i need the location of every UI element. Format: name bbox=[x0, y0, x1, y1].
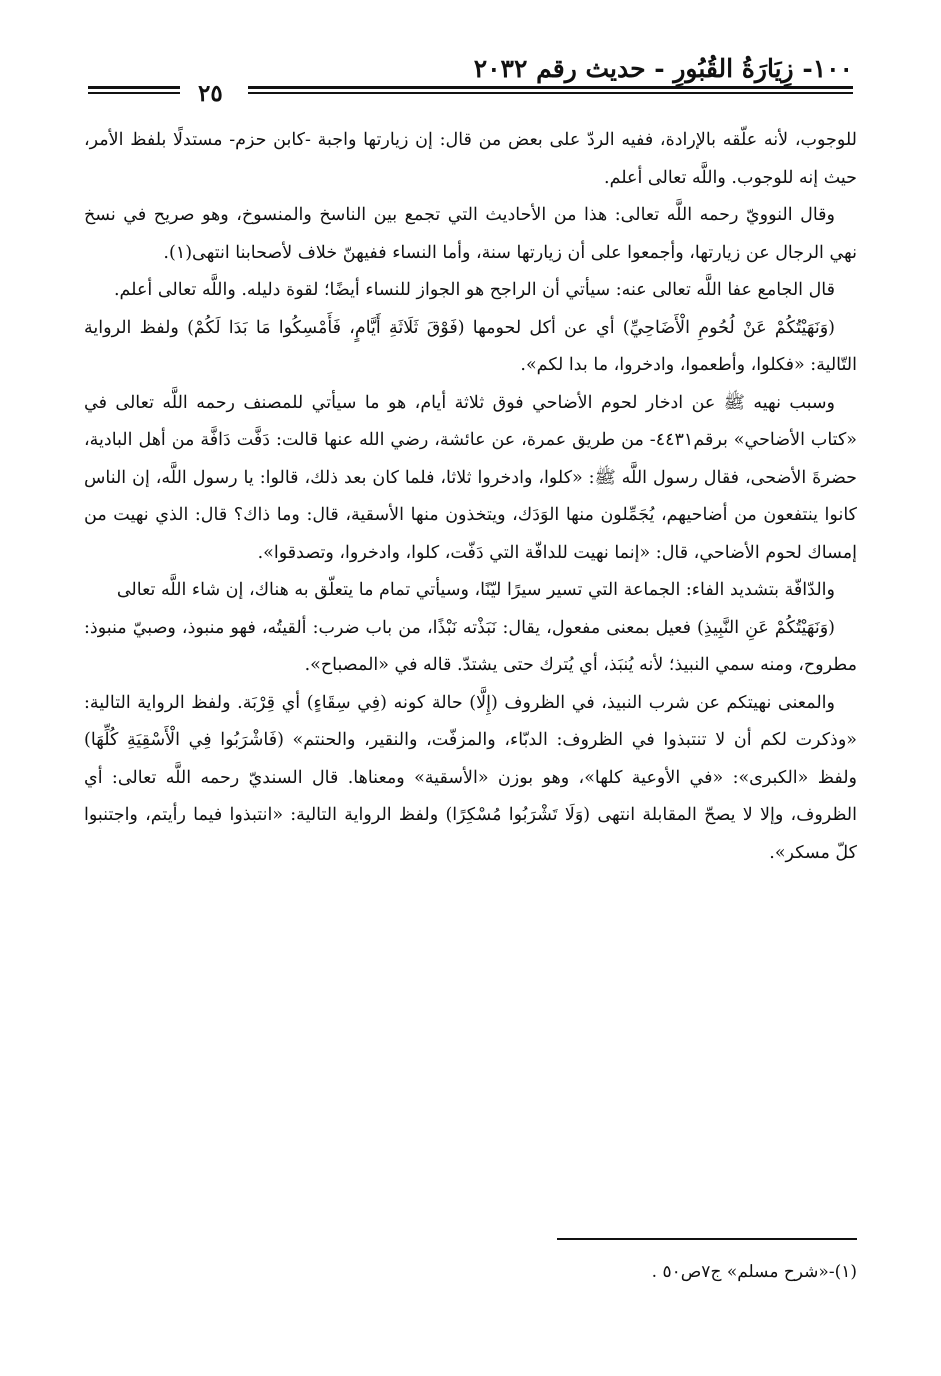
page-number: ٢٥ bbox=[198, 80, 223, 107]
running-title: ١٠٠- زِيَارَةُ القُبُورِ - حديث رقم ٢٠٣٢ bbox=[473, 54, 853, 83]
header-rule bbox=[248, 86, 853, 89]
header-rule bbox=[88, 86, 180, 89]
paragraph: والدّافّة بتشديد الفاء: الجماعة التي تسير سيرًا ليّنًا، وسيأتي تمام ما يتعلّق به هناك، إن شاء اللَّه تعالى bbox=[116, 580, 835, 600]
header-rule bbox=[88, 92, 180, 94]
body-text bbox=[84, 122, 857, 872]
footnote: (١)-«شرح مسلم» ج٧ص٥٠ . bbox=[651, 1262, 857, 1282]
paragraph: للوجوب، لأنه علّقه بالإرادة، ففيه الردّ على بعض من قال: إن زيارتها واجبة -كابن حزم- مستدلًا بلفظ الأمر، حيث إنه للوجوب. واللَّه تعالى أعلم. bbox=[84, 130, 857, 188]
page-header bbox=[88, 52, 853, 108]
paragraph: (وَنَهَيْتُكُمْ عَنِ النَّبِيذِ) فعيل بمعنى مفعول، يقال: نَبَذْته نَبْذًا، من باب ضرب: ألقيتُه، فهو منبوذ، وصبيّ منبوذ: مطروح، ومنه سمي النبيذ؛ لأنه يُنبَذ، أي يُترك حتى يشتدّ. قاله في «المصباح». bbox=[84, 617, 857, 675]
paragraph: وسبب نهيه ﷺ عن ادخار لحوم الأضاحي فوق ثلاثة أيام، هو ما سيأتي للمصنف رحمه اللَّه تعالى في «كتاب الأضاحي» برقم٤٤٣١- من طريق عمرة، عن عائشة، رضي الله عنها قالت: دَفَّت دَافَّة من أهل البادية، حضرةَ الأضحى، فقال رسول اللَّه ﷺ: «كلوا، وادخروا ثلاثا، فلما كان بعد ذلك، قالوا: يا رسول اللَّه، إن الناس كانوا ينتفعون من أضاحيهم، يُجَمِّلون منها الوَدَك، ويتخذون منها الأسقية، قال: وما ذاك؟ قال: الذي نهيت من إمساك لحوم الأضاحي، قال: «إنما نهيت للدافّة التي دَفّت، كلوا، وادخروا، وتصدقوا». bbox=[84, 392, 858, 563]
footnote-divider bbox=[557, 1238, 857, 1240]
paragraph: وقال النوويّ رحمه اللَّه تعالى: هذا من الأحاديث التي تجمع بين الناسخ والمنسوخ، وهو صريح في نسخ نهي الرجال عن زيارتها، وأجمعوا على أن زيارتها سنة، وأما النساء ففيهنّ خلاف لأصحابنا انتهى(١). bbox=[84, 205, 857, 263]
paragraph: قال الجامع عفا اللَّه تعالى عنه: سيأتي أن الراجح هو الجواز للنساء أيضًا؛ لقوة دليله. واللَّه تعالى أعلم. bbox=[113, 280, 835, 300]
header-rule bbox=[248, 92, 853, 94]
paragraph: والمعنى نهيتكم عن شرب النبيذ، في الظروف (إِلَّا) حالة كونه (فِي سِقَاءٍ) أي قِرْبَة. ولفظ الرواية التالية: «وذكرت لكم أن لا تنتبذوا في الظروف: الدبّاء، والمزفّت، والنقير، والحنتم» (فَاشْرَبُوا فِي الْأَسْقِيَةِ كُلِّهَا) ولفظ «الكبرى»: «في الأوعية كلها»، وهو بوزن «الأسقية» ومعناها. قال السنديّ رحمه اللَّه تعالى: أي الظروف، وإلا لا يصحّ المقابلة انتهى (وَلَا تَشْرَبُوا مُسْكِرًا) ولفظ الرواية التالية: «انتبذوا فيما رأيتم، واجتنبوا كلّ مسكر». bbox=[84, 692, 857, 863]
paragraph: (وَنَهَيْتُكُمْ عَنْ لُحُومِ الْأَضَاحِيِّ) أي عن أكل لحومها (فَوْقَ ثَلَاثَةِ أَيَّامٍ، فَأَمْسِكُوا مَا بَدَا لَكُمْ) ولفظ الرواية التّالية: «فكلوا، وأطعموا، وادخروا، ما بدا لكم». bbox=[84, 317, 857, 375]
